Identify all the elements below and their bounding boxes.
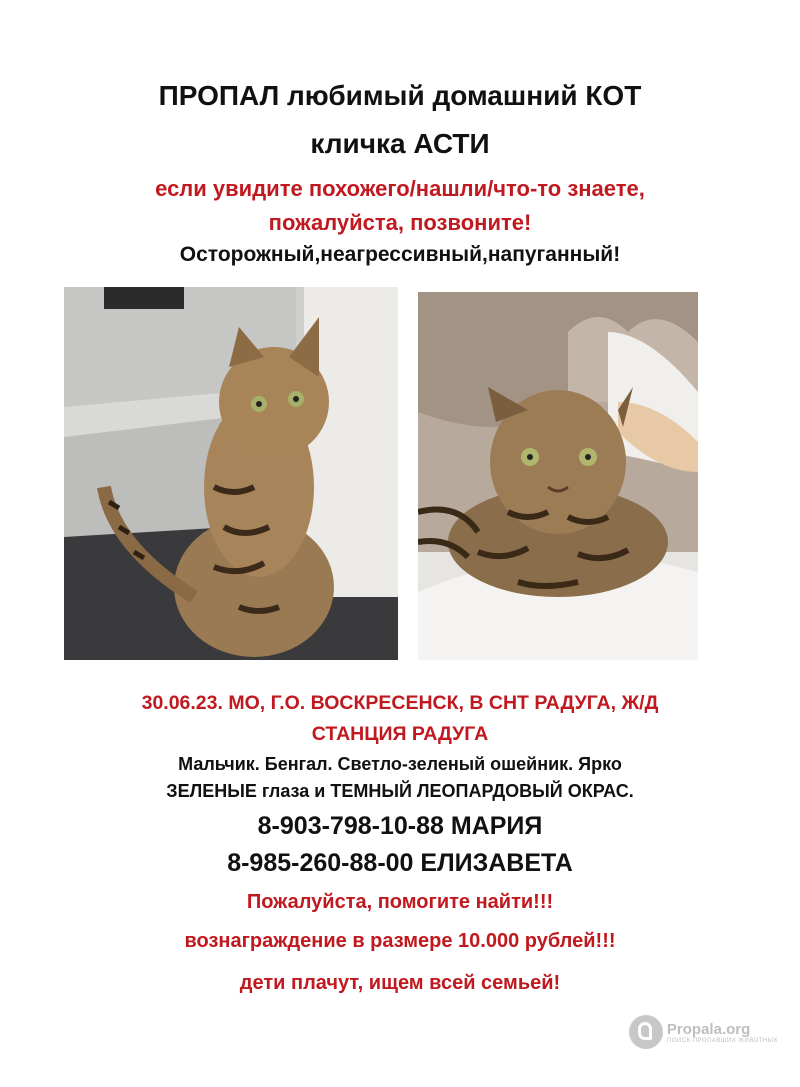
propala-watermark xyxy=(629,1015,778,1049)
traits-line: Осторожный,неагрессивный,напуганный! xyxy=(179,243,621,266)
cat-photo-sitting-image xyxy=(64,287,398,660)
poster-title-line1: ПРОПАЛ любимый домашний КОТ xyxy=(158,80,642,111)
location-line2: СТАНЦИЯ РАДУГА xyxy=(311,723,489,745)
watermark-subtitle: ПОИСК ПРОПАВШИХ ЖИВОТНЫХ xyxy=(666,1037,778,1044)
reward-line: вознаграждение в размере 10.000 рублей!!! xyxy=(184,930,616,952)
poster-title-line2: кличка АСТИ xyxy=(310,128,490,159)
appeal-line1: если увидите похожего/нашли/что-то знаете, xyxy=(155,176,645,201)
cat-photo-lying xyxy=(418,292,698,660)
family-line: дети плачут, ищем всей семьей! xyxy=(239,972,561,994)
cat-photo-lying-image xyxy=(418,292,698,660)
appeal-line2: пожалуйста, позвоните! xyxy=(268,210,532,235)
watermark-name: Propala.org xyxy=(666,1020,751,1038)
plea-line: Пожалуйста, помогите найти!!! xyxy=(246,891,554,913)
cat-photo-sitting xyxy=(64,287,398,660)
propala-logo-icon xyxy=(629,1015,663,1049)
description-line2: ЗЕЛЕНЫЕ глаза и ТЕМНЫЙ ЛЕОПАРДОВЫЙ ОКРАС. xyxy=(166,781,634,801)
contact-phone-maria: 8-903-798-10-88 МАРИЯ xyxy=(257,812,543,840)
description-line1: Мальчик. Бенгал. Светло-зеленый ошейник. Ярко xyxy=(178,754,622,774)
location-line1: 30.06.23. МО, Г.О. ВОСКРЕСЕНСК, В СНТ РАДУГА, Ж/Д xyxy=(141,692,659,714)
contact-phone-elizaveta: 8-985-260-88-00 ЕЛИЗАВЕТА xyxy=(227,849,573,877)
